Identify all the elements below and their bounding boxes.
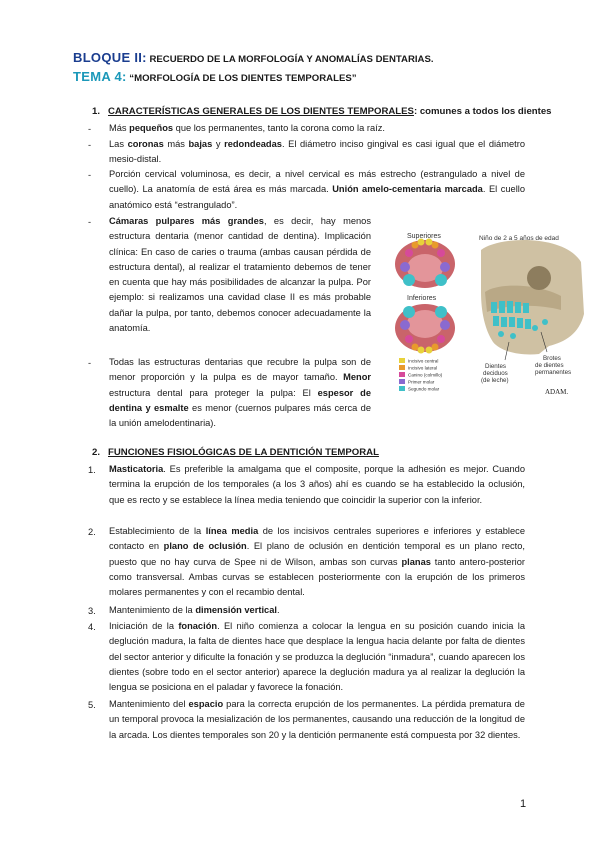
list-number: 5. — [88, 700, 96, 710]
legend-swatch — [399, 365, 405, 370]
lower-arch-illustration — [395, 304, 455, 354]
legend-label: Incisivo lateral — [408, 365, 438, 371]
list-number: 2. — [88, 527, 96, 537]
section-2-title: FUNCIONES FISIOLÓGICAS DE LA DENTICIÓN TEMPORAL — [108, 447, 379, 458]
label-superiores: Superiores — [407, 233, 441, 240]
bloque-title: RECUERDO DE LA MORFOLOGÍA Y ANOMALÍAS DENTARIAS. — [149, 54, 434, 65]
label-deciduos: Dientes deciduos (de leche) — [481, 363, 509, 384]
list-item: Cámaras pulpares más grandes, es decir, hay menos estructura dentaria (menor cantidad de dentina). Implicación clínica: En caso de caries o trauma (ambas causan pérdida de estructura dental), al realizar el tratamiento debemos de tener en cuenta que hay más posibilidades de alcanzar la pulpa. Por ejemplo: si realizamos una cavidad clase II es más probable dañar la pulpa, por tanto, debemos conocer adecuadamente la anatomía. — [109, 216, 371, 334]
legend-swatch — [399, 379, 405, 384]
legend-swatch — [399, 358, 405, 363]
legend-swatch — [399, 372, 405, 377]
section-1-title: CARACTERÍSTICAS GENERALES DE LOS DIENTES TEMPORALES — [108, 106, 414, 117]
brand-logo: ADAM. — [545, 388, 569, 396]
section-1-number: 1. — [92, 106, 101, 117]
legend-label: Incisivo central — [408, 358, 439, 364]
bloque-tag: BLOQUE II: — [73, 50, 147, 65]
page-number: 1 — [520, 798, 527, 810]
tema-tag: TEMA 4: — [73, 69, 127, 84]
list-number: 4. — [88, 622, 96, 632]
list-item: Establecimiento de la línea media de los incisivos centrales superiores e inferiores y establece contacto en plano de oclusión. El plano de oclusión en dentición temporal es un plano recto, puesto que no hay curva de Spee ni de Wilson, ambas son curvas planas tanto antero-posterior como transversal. Ambas curvas se establecen posteriormente con la erupción de los primeros molares permanentes y con el recambio dental. — [109, 526, 525, 598]
list-item: Más pequeños que los permanentes, tanto la corona como la raíz. — [109, 123, 385, 133]
legend-label: Primer molar — [408, 379, 435, 385]
deciduous-teeth-figure — [389, 222, 589, 402]
child-skull-illustration — [481, 240, 584, 360]
figure-legend — [399, 358, 443, 392]
list-item: Todas las estructuras dentarias que recubre la pulpa son de menor proporción y la pulpa es de mayor tamaño. Menor estructura dental para proteger la pulpa: El espesor de dentina y esmalte es menor (cuernos pulpares más cerca de la unión amelodentinaria). — [109, 357, 371, 429]
legend-swatch — [399, 386, 405, 391]
label-inferiores: Inferiores — [407, 295, 437, 302]
section-2-number: 2. — [92, 447, 101, 458]
bloque-heading — [73, 50, 434, 65]
tema-heading — [73, 69, 357, 84]
list-number: 1. — [88, 465, 96, 475]
section-1-title-suffix: : comunes a todos los dientes — [413, 106, 552, 117]
legend-label: Canino (colmillo) — [408, 372, 443, 378]
tema-title: “MORFOLOGÍA DE LOS DIENTES TEMPORALES” — [129, 73, 357, 84]
legend-label: Segundo molar — [408, 386, 440, 392]
upper-arch-illustration — [395, 239, 455, 289]
list-item: Iniciación de la fonación. El niño comienza a colocar la lengua en su posición cuando inicia la deglución madura, la falta de dientes hace que desplace la lengua hacia delante por falta de dientes del sector anterior y dificulte la fonación y se produzca la deglución “inmadura”, cuando aparecen los dientes (sobre todo en el sector anterior) aparece la deglución madura ya al realizar la deglución la lengua se posiciona en el paladar y favorece la fonación. — [109, 621, 525, 693]
list-item: Las coronas más bajas y redondeadas. El diámetro inciso gingival es casi igual que el diámetro mesio-distal. — [109, 139, 525, 165]
section-1-heading — [92, 106, 552, 117]
list-item: Mantenimiento de la dimensión vertical. — [109, 605, 280, 615]
label-brotes: Brotes de dientes permanentes — [535, 355, 572, 376]
list-number: 3. — [88, 606, 96, 616]
list-item: Mantenimiento del espacio para la correcta erupción de los permanentes. La pérdida prematura de un temporal provoca la mesialización de los permanentes, causando una reducción de la longitud de la arcada. Los dientes temporales son 20 y la dentición permanente está compuesta por 32 dientes. — [109, 699, 525, 740]
list-item: Masticatoria. Es preferible la amalgama que el composite, porque la adhesión es mejor. Cuando termina la erupción de los temporales (a los 3 años) ahí es cuando se ha establecido la oclusión, que es recto y se establece la línea media teniendo que coincidir la superior con la inferior. — [109, 464, 525, 505]
label-age: Niño de 2 a 5 años de edad — [479, 235, 559, 242]
list-item: Porción cervical voluminosa, es decir, a nivel cervical es más estrecho (estrangulado a nivel de cuello). La anatomía de está área es más marcada. Unión amelo-cementaria marcada. El cuello anatómico está “estrangulado”. — [109, 169, 525, 210]
section-2-heading — [92, 447, 379, 458]
